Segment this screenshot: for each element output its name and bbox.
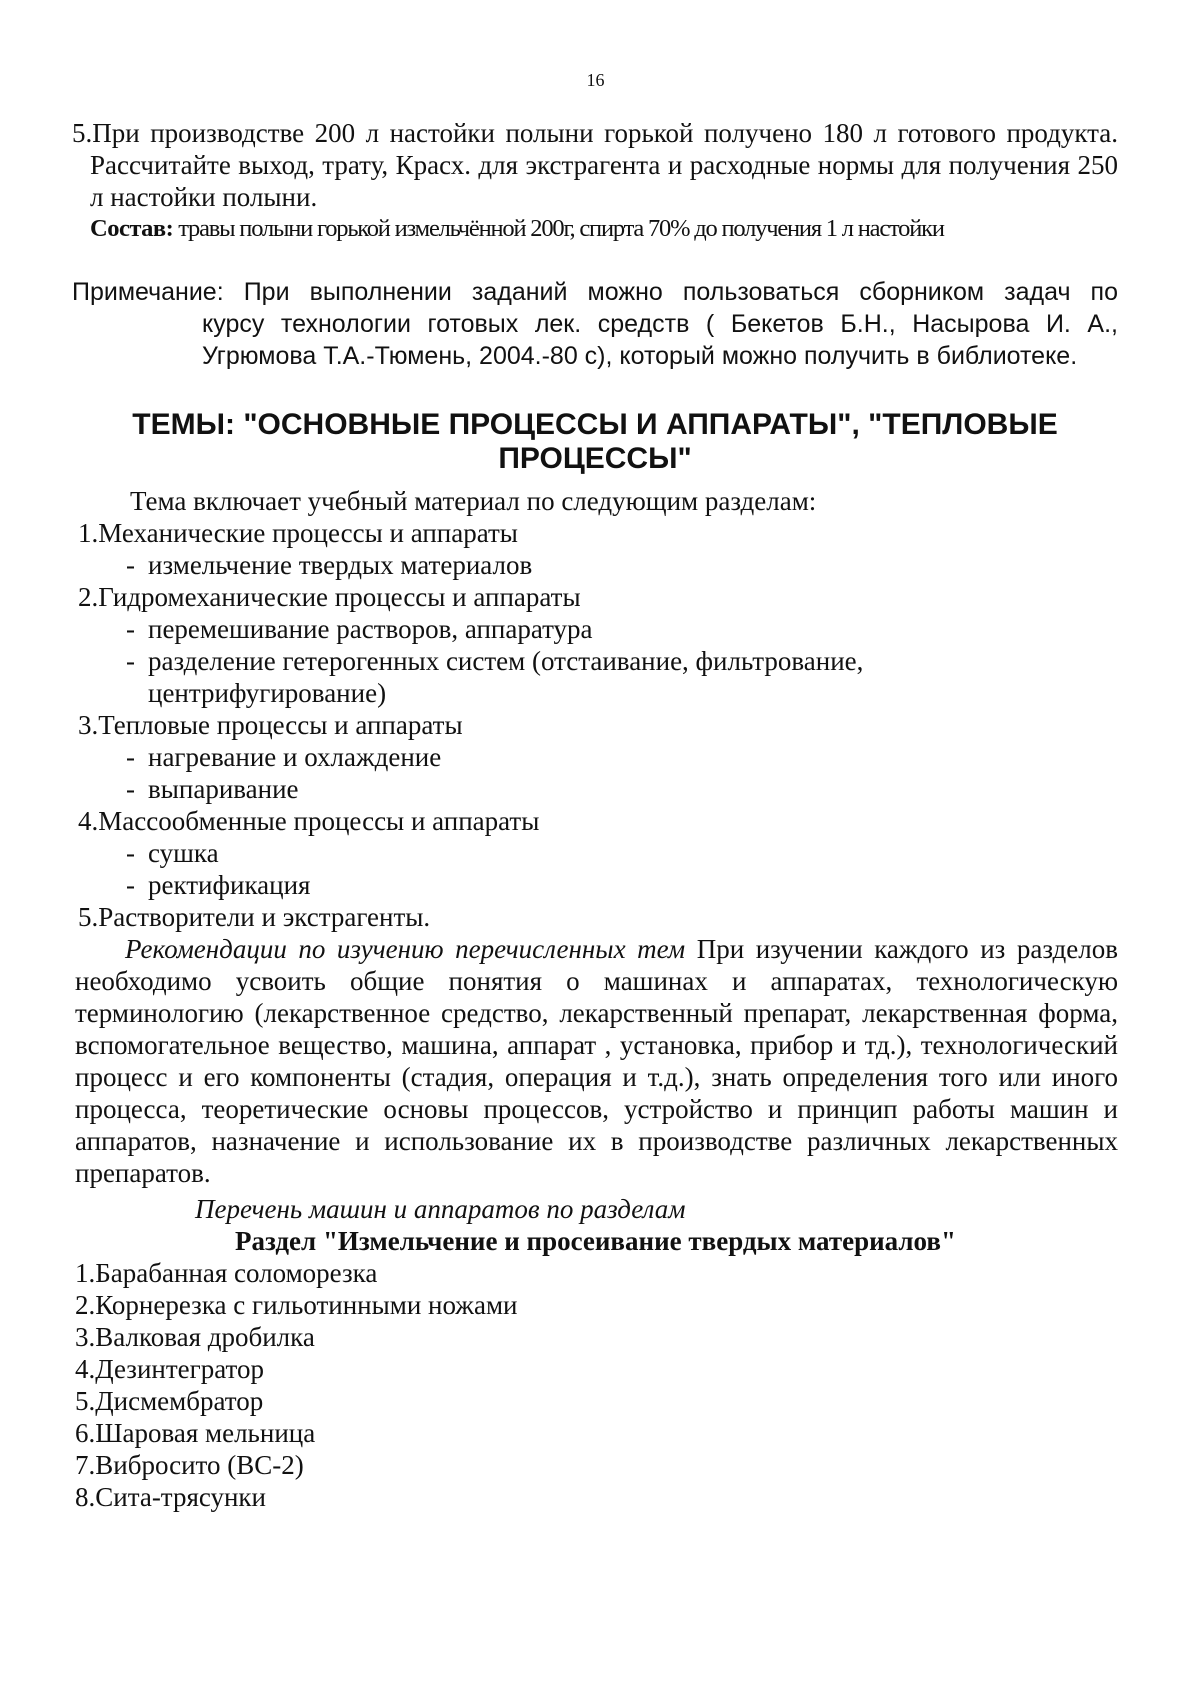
- topic-section: 1.Механические процессы и аппараты: [78, 518, 518, 548]
- task-5: [72, 117, 1118, 213]
- list-item: 1.Барабанная соломорезка: [75, 1258, 378, 1288]
- topic-section: 3.Тепловые процессы и аппараты: [78, 710, 463, 740]
- topic-subitem: - выпаривание: [126, 774, 299, 804]
- topic-subitem-continued: центрифугирование): [148, 678, 387, 708]
- note: [72, 276, 1118, 372]
- topic-subitem: - разделение гетерогенных систем (отстаивание, фильтрование,: [126, 646, 864, 676]
- note-rest: курсу технологии готовых лек. средств ( Бекетов Б.Н., Насырова И. А., Угрюмова Т.А.-Тюмень, 2004.-80 с), который можно получить в библиотеке.: [202, 310, 1118, 370]
- topic-intro: Тема включает учебный материал по следующим разделам:: [130, 486, 817, 516]
- composition-text: травы полыни горькой измельчённой 200г, спирта 70% до получения 1 л настойки: [173, 215, 944, 242]
- composition-label: Состав:: [90, 215, 174, 242]
- recommendations-lead: Рекомендации по изучению перечисленных тем: [125, 934, 686, 964]
- list-item: 7.Вибросито (ВС-2): [75, 1450, 304, 1480]
- task-5-composition: [90, 213, 944, 245]
- list-item: 8.Сита-трясунки: [75, 1482, 267, 1512]
- task-5-text: 5.При производстве 200 л настойки полыни горькой получено 180 л готового продукта. Рассчитайте выход, трату, Красх. для экстрагента и расходные нормы для получения 250 л настойки полыни.: [72, 118, 1118, 212]
- list-item: 5.Дисмембратор: [75, 1386, 264, 1416]
- topic-subitem: - измельчение твердых материалов: [126, 550, 533, 580]
- topic-list: [78, 517, 863, 933]
- section-title: Раздел "Измельчение и просеивание твердых материалов": [235, 1226, 956, 1256]
- topic-section: 5.Растворители и экстрагенты.: [78, 902, 431, 932]
- list-item: 3.Валковая дробилка: [75, 1322, 315, 1352]
- topic-subitem: - нагревание и охлаждение: [126, 742, 442, 772]
- list-item: 4.Дезинтегратор: [75, 1354, 264, 1384]
- machines-list-title: Перечень машин и аппаратов по разделам: [195, 1194, 686, 1224]
- page-number: 16: [586, 70, 605, 90]
- recommendations-text: При изучении каждого из разделов необходимо усвоить общие понятия о машинах и аппаратах, технологическую терминологию (лекарственное средство, лекарственный препарат, лекарственная форма, вспомогательное вещество, машина, аппарат , установка, прибор и тд.), технологический процесс и его компоненты (стадия, операция и т.д.), знать определения того или иного процесса, теоретические основы процессов, устройство и принцип работы машин и аппаратов, назначение и использование их в производстве различных лекарственных препаратов.: [75, 934, 1118, 1188]
- topic-subitem: - перемешивание растворов, аппаратура: [126, 614, 593, 644]
- topic-section: 4.Массообменные процессы и аппараты: [78, 806, 540, 836]
- machines-list: [75, 1257, 517, 1513]
- note-first-line: Примечание: При выполнении заданий можно пользоваться сборником задач по: [72, 278, 1118, 306]
- recommendations-paragraph: [75, 933, 1118, 1189]
- topic-subitem: - сушка: [126, 838, 219, 868]
- topic-section: 2.Гидромеханические процессы и аппараты: [78, 582, 581, 612]
- list-item: 2.Корнерезка с гильотинными ножами: [75, 1290, 518, 1320]
- topic-heading: ТЕМЫ: "ОСНОВНЫЕ ПРОЦЕССЫ И АППАРАТЫ", "ТЕПЛОВЫЕ ПРОЦЕССЫ": [132, 408, 1058, 475]
- topic-subitem: - ректификация: [126, 870, 311, 900]
- list-item: 6.Шаровая мельница: [75, 1418, 316, 1448]
